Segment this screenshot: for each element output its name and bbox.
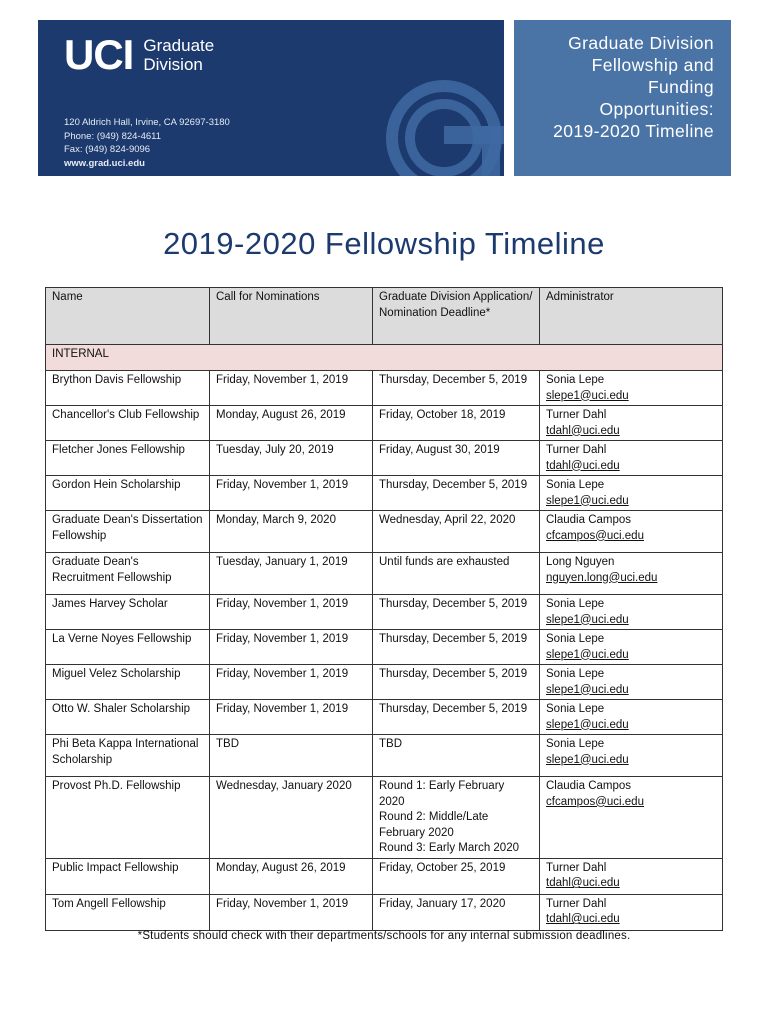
call-date: Friday, November 1, 2019 (210, 476, 373, 511)
call-date: Friday, November 1, 2019 (210, 595, 373, 630)
admin-email-link[interactable]: cfcampos@uci.edu (546, 795, 644, 808)
admin-email-link[interactable]: nguyen.long@uci.edu (546, 571, 658, 584)
section-row (46, 345, 723, 371)
fellowship-name: Chancellor's Club Fellowship (46, 406, 210, 441)
phone: Phone: (949) 824-4611 (64, 130, 162, 142)
call-date: Friday, November 1, 2019 (210, 894, 373, 930)
website-link[interactable]: www.grad.uci.edu (64, 157, 145, 169)
side-title-line: Opportunities: (599, 99, 714, 119)
admin-email-link[interactable]: slepe1@uci.edu (546, 389, 629, 402)
admin-name: Sonia Lepe (546, 703, 605, 715)
fax: Fax: (949) 824-9096 (64, 144, 151, 155)
deadline-date: Until funds are exhausted (373, 553, 540, 595)
fellowship-table (45, 287, 723, 931)
deadline-date (373, 777, 540, 859)
call-date: Wednesday, January 2020 (210, 777, 373, 859)
table-row (46, 777, 723, 859)
page-title: 2019-2020 Fellowship Timeline (163, 226, 605, 261)
admin-name: Sonia Lepe (546, 479, 605, 491)
side-title-line: 2019-2020 Timeline (553, 121, 714, 141)
header-banner (38, 20, 504, 176)
deadline-round: Round 2: Middle/Late February 2020 (379, 811, 489, 839)
admin-email-link[interactable]: tdahl@uci.edu (546, 913, 620, 925)
call-date: TBD (210, 735, 373, 777)
call-date: Friday, November 1, 2019 (210, 371, 373, 406)
admin-email-link[interactable]: slepe1@uci.edu (546, 494, 629, 507)
admin-email-link[interactable]: tdahl@uci.edu (546, 877, 620, 889)
uci-logo (64, 31, 215, 78)
deadline-date: TBD (373, 735, 540, 777)
admin-name: Turner Dahl (546, 444, 607, 456)
side-title-line: Fellowship and (591, 55, 714, 75)
call-date: Monday, August 26, 2019 (210, 858, 373, 894)
administrator (540, 511, 723, 553)
admin-email-link[interactable]: slepe1@uci.edu (546, 753, 629, 766)
fellowship-name: Gordon Hein Scholarship (46, 476, 210, 511)
call-date: Friday, November 1, 2019 (210, 665, 373, 700)
admin-email-link[interactable]: slepe1@uci.edu (546, 683, 629, 696)
admin-name: Sonia Lepe (546, 374, 605, 386)
deadline-round: Round 3: Early March 2020 (379, 842, 519, 854)
administrator (540, 371, 723, 406)
admin-name: Sonia Lepe (546, 738, 605, 750)
table-row (46, 406, 723, 441)
admin-email-link[interactable]: tdahl@uci.edu (546, 424, 620, 437)
table-row (46, 700, 723, 735)
admin-name: Sonia Lepe (546, 598, 605, 610)
graduate-g-icon (384, 60, 504, 176)
fellowship-name: Public Impact Fellowship (46, 858, 210, 894)
table-row (46, 894, 723, 930)
administrator (540, 553, 723, 595)
call-date: Monday, March 9, 2020 (210, 511, 373, 553)
fellowship-name: James Harvey Scholar (46, 595, 210, 630)
deadline-round: Round 1: Early February 2020 (379, 780, 505, 808)
deadline-date: Wednesday, April 22, 2020 (373, 511, 540, 553)
call-date: Friday, November 1, 2019 (210, 630, 373, 665)
admin-email-link[interactable]: cfcampos@uci.edu (546, 529, 644, 542)
admin-email-link[interactable]: slepe1@uci.edu (546, 718, 629, 731)
table-row (46, 553, 723, 595)
fellowship-name: Graduate Dean's Dissertation Fellowship (46, 511, 210, 553)
fellowship-name: Graduate Dean's Recruitment Fellowship (46, 553, 210, 595)
deadline-date: Friday, October 18, 2019 (373, 406, 540, 441)
header-call: Call for Nominations (210, 288, 373, 345)
table-row (46, 476, 723, 511)
section-label: INTERNAL (46, 345, 723, 371)
deadline-date: Thursday, December 5, 2019 (373, 371, 540, 406)
fellowship-name: Otto W. Shaler Scholarship (46, 700, 210, 735)
deadline-date: Friday, January 17, 2020 (373, 894, 540, 930)
logo-mark: UCI (64, 31, 134, 78)
contact-info (64, 116, 230, 170)
administrator (540, 476, 723, 511)
call-date: Monday, August 26, 2019 (210, 406, 373, 441)
address: 120 Aldrich Hall, Irvine, CA 92697-3180 (64, 117, 230, 128)
table-row (46, 511, 723, 553)
admin-name: Turner Dahl (546, 861, 607, 874)
side-title-line: Graduate Division (568, 33, 714, 53)
footnote: *Students should check with their departments/schools for any internal submission deadlines. (137, 930, 631, 942)
header-deadline: Graduate Division Application/ Nomination Deadline* (373, 288, 540, 345)
fellowship-name: Brython Davis Fellowship (46, 371, 210, 406)
administrator (540, 630, 723, 665)
fellowship-name: La Verne Noyes Fellowship (46, 630, 210, 665)
call-date: Tuesday, July 20, 2019 (210, 441, 373, 476)
logo-name: Graduate Division (143, 36, 215, 74)
fellowship-name: Tom Angell Fellowship (46, 894, 210, 930)
admin-name: Sonia Lepe (546, 633, 605, 645)
deadline-date: Friday, August 30, 2019 (373, 441, 540, 476)
administrator (540, 406, 723, 441)
admin-name: Claudia Campos (546, 780, 632, 792)
administrator (540, 894, 723, 930)
deadline-date: Thursday, December 5, 2019 (373, 630, 540, 665)
call-date: Tuesday, January 1, 2019 (210, 553, 373, 595)
table-row (46, 371, 723, 406)
header-admin: Administrator (540, 288, 723, 345)
deadline-date: Thursday, December 5, 2019 (373, 595, 540, 630)
administrator (540, 858, 723, 894)
administrator (540, 777, 723, 859)
table-row (46, 595, 723, 630)
administrator (540, 665, 723, 700)
admin-name: Turner Dahl (546, 897, 607, 910)
administrator (540, 595, 723, 630)
administrator (540, 735, 723, 777)
fellowship-name: Fletcher Jones Fellowship (46, 441, 210, 476)
fellowship-name: Miguel Velez Scholarship (46, 665, 210, 700)
table-row (46, 735, 723, 777)
admin-email-link[interactable]: slepe1@uci.edu (546, 648, 629, 661)
table-row (46, 858, 723, 894)
call-date: Friday, November 1, 2019 (210, 700, 373, 735)
admin-name: Claudia Campos (546, 514, 632, 526)
deadline-date: Thursday, December 5, 2019 (373, 665, 540, 700)
header-name: Name (46, 288, 210, 345)
admin-email-link[interactable]: slepe1@uci.edu (546, 613, 629, 626)
admin-name: Turner Dahl (546, 409, 607, 421)
admin-name: Long Nguyen (546, 556, 615, 568)
deadline-date: Thursday, December 5, 2019 (373, 476, 540, 511)
admin-name: Sonia Lepe (546, 668, 605, 680)
timeline-side-panel (514, 20, 731, 176)
administrator (540, 441, 723, 476)
deadline-date: Thursday, December 5, 2019 (373, 700, 540, 735)
side-title-line: Funding (647, 77, 714, 97)
administrator (540, 700, 723, 735)
fellowship-name: Phi Beta Kappa International Scholarship (46, 735, 210, 777)
table-row (46, 665, 723, 700)
table-header-row (46, 288, 723, 345)
table-row (46, 630, 723, 665)
admin-email-link[interactable]: tdahl@uci.edu (546, 459, 620, 472)
table-row (46, 441, 723, 476)
fellowship-name: Provost Ph.D. Fellowship (46, 777, 210, 859)
deadline-date: Friday, October 25, 2019 (373, 858, 540, 894)
